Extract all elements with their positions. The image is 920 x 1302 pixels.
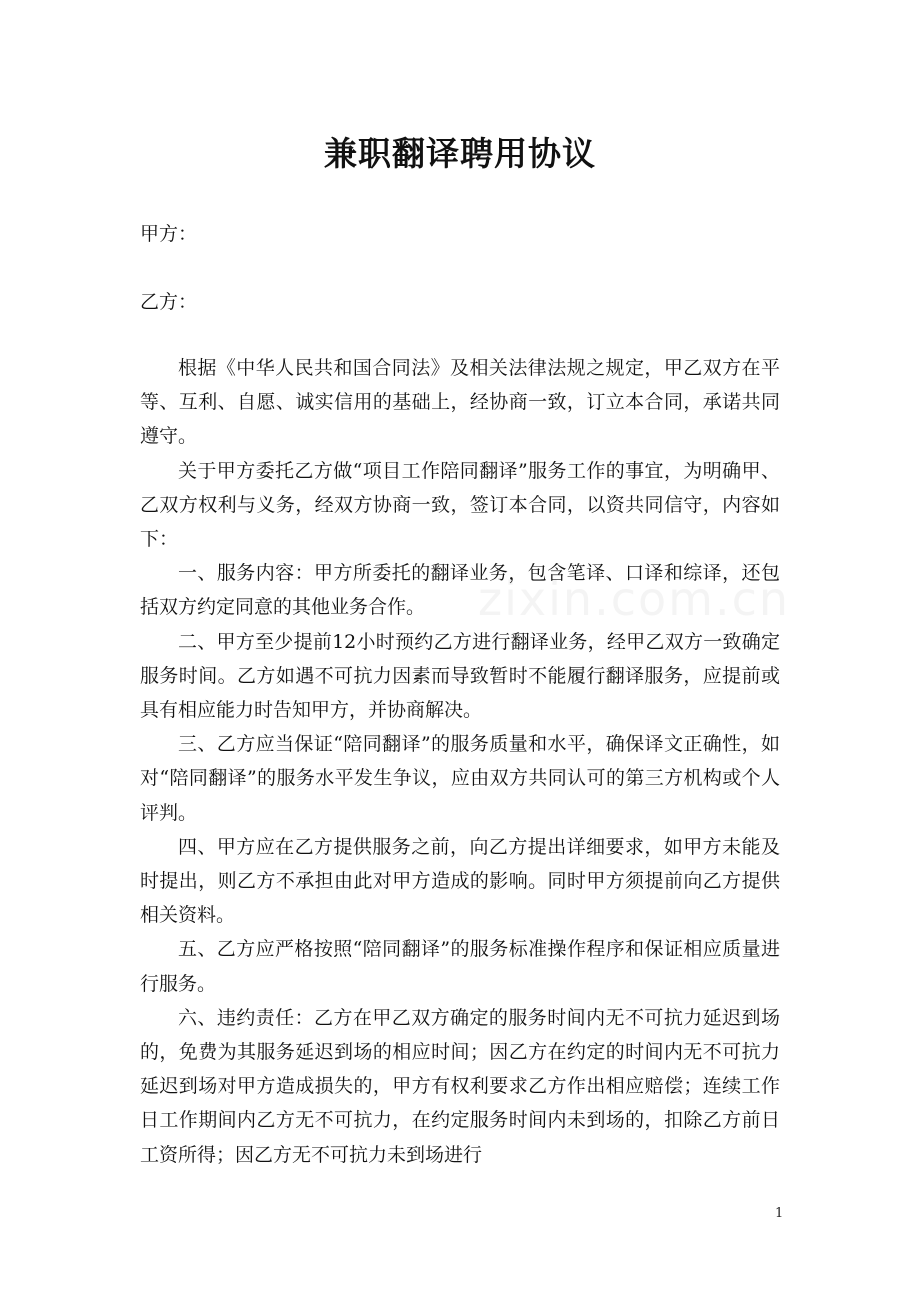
page-number: 1 <box>775 1206 784 1221</box>
paragraph-clause-5: 五、乙方应严格按照“陪同翻译”的服务标准操作程序和保证相应质量进行服务。 <box>140 938 780 995</box>
party-b-label: 乙方： <box>140 291 198 313</box>
paragraph-clause-4: 四、甲方应在乙方提供服务之前，向乙方提出详细要求，如甲方未能及时提出，则乙方不承担由此对甲方造成的影响。同时甲方须提前向乙方提供相关资料。 <box>140 835 780 927</box>
paragraph-clause-3: 三、乙方应当保证“陪同翻译”的服务质量和水平，确保译文正确性，如对“陪同翻译”的服务水平发生争议，应由双方共同认可的第三方机构或个人评判。 <box>140 733 780 824</box>
watermark-text: zixin.com.cn <box>478 572 791 626</box>
paragraph-clause-1: 一、服务内容：甲方所委托的翻译业务，包含笔译、口译和综译，还包括双方约定同意的其他业务合作。 <box>140 562 780 619</box>
document-title: 兼职翻译聘用协议 <box>324 134 596 173</box>
party-a-label: 甲方： <box>140 223 198 245</box>
paragraph-purpose: 关于甲方委托乙方做“项目工作陪同翻译”服务工作的事宜，为明确甲、乙双方权利与义务，经双方协商一致，签订本合同，以资共同信守，内容如下： <box>140 459 780 551</box>
agreement-body <box>140 351 780 1172</box>
paragraph-clause-6: 六、违约责任：乙方在甲乙双方确定的服务时间内无不可抗力延迟到场的，免费为其服务延迟到场的相应时间；因乙方在约定的时间内无不可抗力延迟到场对甲方造成损失的，甲方有权利要求乙方作出相应赔偿；连续工作日工作期间内乙方无不可抗力，在约定服务时间内未到场的，扣除乙方前日工资所得；因乙方无不可抗力未到场进行 <box>140 1006 780 1166</box>
paragraph-preamble: 根据《中华人民共和国合同法》及相关法律法规之规定，甲乙双方在平等、互利、自愿、诚实信用的基础上，经协商一致，订立本合同，承诺共同遵守。 <box>140 357 780 448</box>
paragraph-clause-2: 二、甲方至少提前12小时预约乙方进行翻译业务，经甲乙双方一致确定服务时间。乙方如遇不可抗力因素而导致暂时不能履行翻译服务，应提前或具有相应能力时告知甲方，并协商解决。 <box>140 630 780 722</box>
